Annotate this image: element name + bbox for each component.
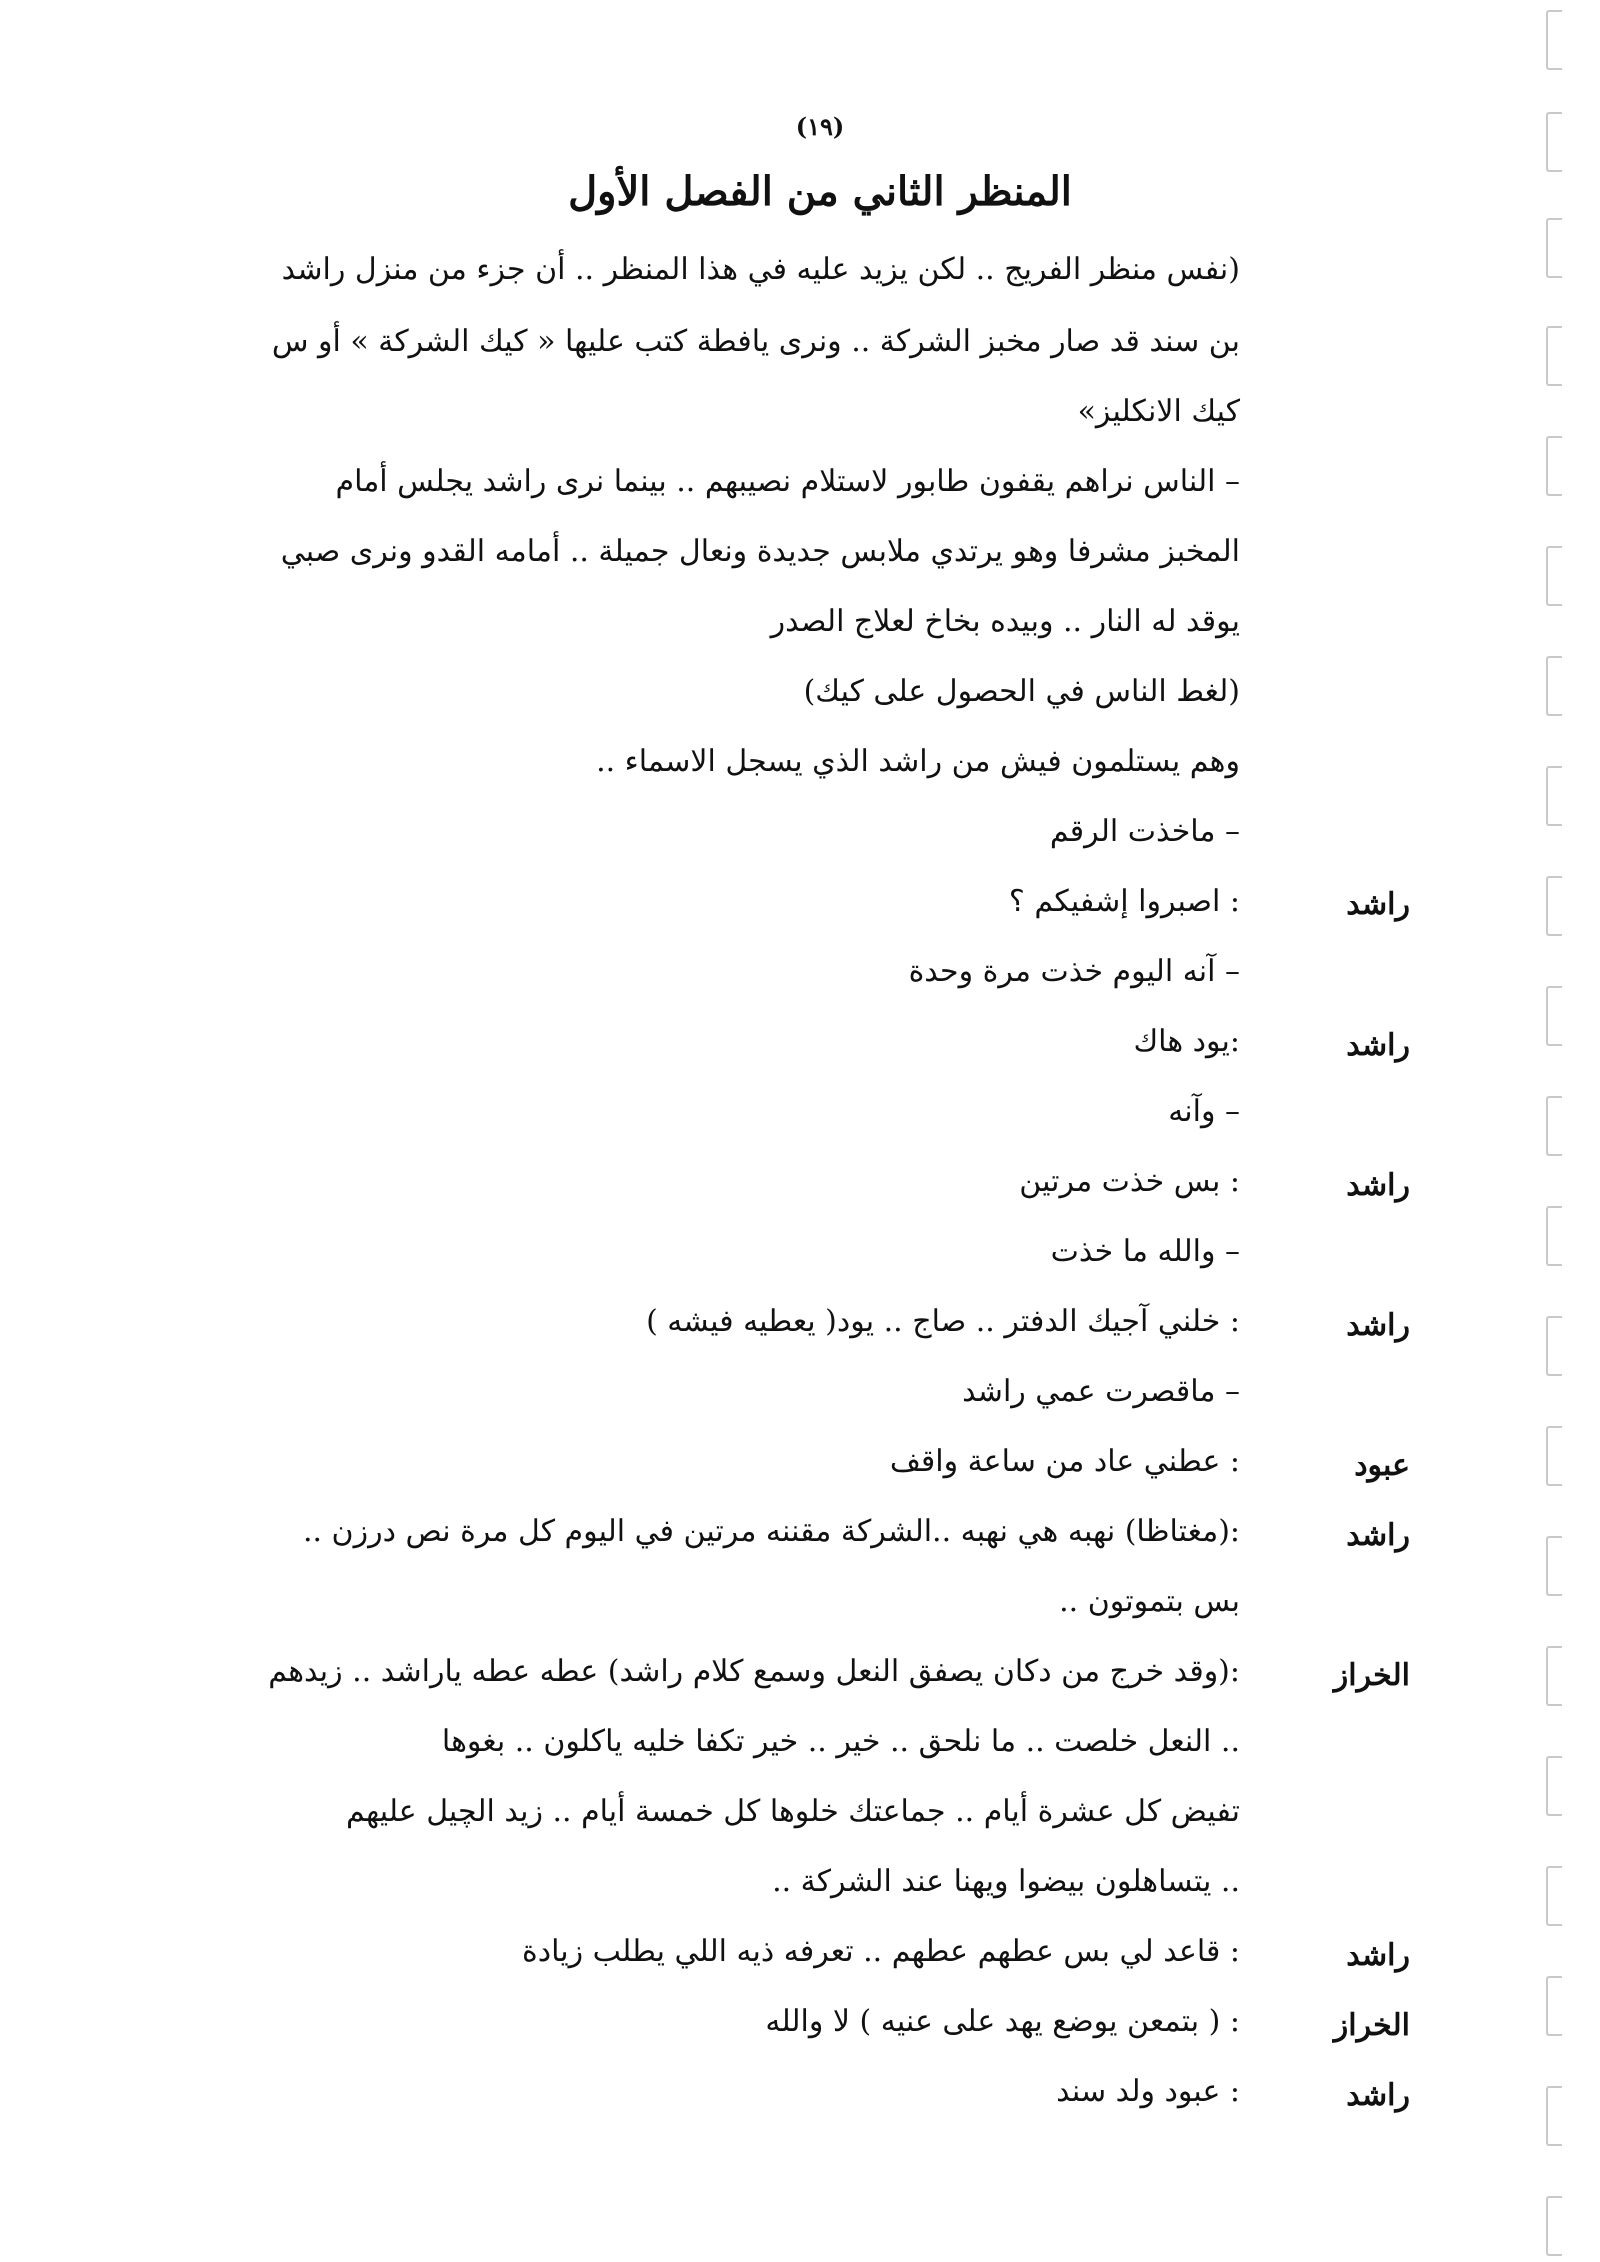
binding-ring [1546,2196,1562,2256]
spiral-binding [1532,0,1572,2262]
dialogue-line: .. يتساهلون بيضوا ويهنا عند الشركة .. [772,1864,1240,1899]
stage-direction-line: – الناس نراهم يقفون طابور لاستلام نصيبهم .. بينما نرى راشد يجلس أمام [335,464,1240,499]
dialogue-line: – ماقصرت عمي راشد [962,1374,1240,1409]
dialogue-line: – وآنه [1168,1094,1240,1129]
dialogue-line: : عطني عاد من ساعة واقف [889,1444,1240,1479]
stage-direction-line: (نفس منظر الفريج .. لكن يزيد عليه في هذا المنظر .. أن جزء من منزل راشد [281,252,1240,287]
speaker-name: راشد [1346,1028,1410,1063]
dialogue-line: :(وقد خرج من دكان يصفق النعل وسمع كلام راشد) عطه عطه ياراشد .. زيدهم [268,1654,1240,1689]
stage-direction-line: وهم يستلمون فيش من راشد الذي يسجل الاسماء .. [596,744,1240,779]
binding-ring [1546,1866,1562,1926]
dialogue-line: : عبود ولد سند [1056,2074,1240,2109]
speaker-name: راشد [1346,887,1410,922]
stage-direction-line: يوقد له النار .. وبيده بخاخ لعلاج الصدر [770,604,1240,639]
binding-ring [1546,766,1562,826]
stage-direction-line: بن سند قد صار مخبز الشركة .. ونرى يافطة كتب عليها « كيك الشركة » أو س [271,324,1240,359]
dialogue-line: : خلني آجيك الدفتر .. صاج .. يود( يعطيه فيشه ) [646,1304,1240,1339]
binding-ring [1546,986,1562,1046]
binding-ring [1546,218,1562,278]
binding-ring [1546,1756,1562,1816]
stage-direction-line: كيك الانكليز» [1077,394,1240,429]
speaker-name: راشد [1346,1168,1410,1203]
dialogue-line: : ( بتمعن يوضع يهد على عنيه ) لا والله [765,2004,1240,2039]
dialogue-line: :(مغتاظا) نهبه هي نهبه ..الشركة مقننه مرتين في اليوم كل مرة نص درزن .. [302,1514,1240,1549]
binding-ring [1546,1206,1562,1266]
binding-ring [1546,1316,1562,1376]
binding-ring [1546,1426,1562,1486]
binding-ring [1546,1646,1562,1706]
speaker-name: راشد [1346,1518,1410,1553]
speaker-name: راشد [1346,1938,1410,1973]
dialogue-line: : بس خذت مرتين [1019,1164,1240,1199]
stage-direction-line: (لغط الناس في الحصول على كيك) [803,674,1240,709]
page-number: (١٩) [795,112,845,141]
stage-direction-line: – ماخذت الرقم [1049,814,1240,849]
binding-ring [1546,1096,1562,1156]
binding-ring [1546,656,1562,716]
speaker-name: الخراز [1333,2008,1410,2043]
speaker-name: راشد [1346,2078,1410,2113]
dialogue-line: .. النعل خلصت .. ما نلحق .. خير .. خير تكفا خليه ياكلون .. بغوها [441,1724,1240,1759]
binding-ring [1546,326,1562,386]
dialogue-line: : اصبروا إشفيكم ؟ [1008,884,1240,919]
binding-ring [1546,10,1562,70]
stage-direction-line: المخبز مشرفا وهو يرتدي ملابس جديدة ونعال جميلة .. أمامه القدو ونرى صبي [280,534,1240,569]
dialogue-line: – آنه اليوم خذت مرة وحدة [908,954,1240,989]
scene-title: المنظر الثاني من الفصل الأول [568,168,1072,215]
dialogue-line: :يود هاك [1133,1024,1240,1059]
dialogue-line: – والله ما خذت [1050,1234,1240,1269]
binding-ring [1546,2086,1562,2146]
binding-ring [1546,1976,1562,2036]
dialogue-line: تفيض كل عشرة أيام .. جماعتك خلوها كل خمسة أيام .. زيد الچيل عليهم [346,1794,1240,1829]
dialogue-line: بس بتموتون .. [1059,1584,1240,1619]
binding-ring [1546,546,1562,606]
binding-ring [1546,436,1562,496]
dialogue-line: : قاعد لي بس عطهم عطهم .. تعرفه ذيه اللي يطلب زيادة [522,1934,1240,1969]
binding-ring [1546,876,1562,936]
speaker-name: عبود [1354,1448,1410,1483]
speaker-name: الخراز [1333,1658,1410,1693]
speaker-name: راشد [1346,1308,1410,1343]
binding-ring [1546,1536,1562,1596]
